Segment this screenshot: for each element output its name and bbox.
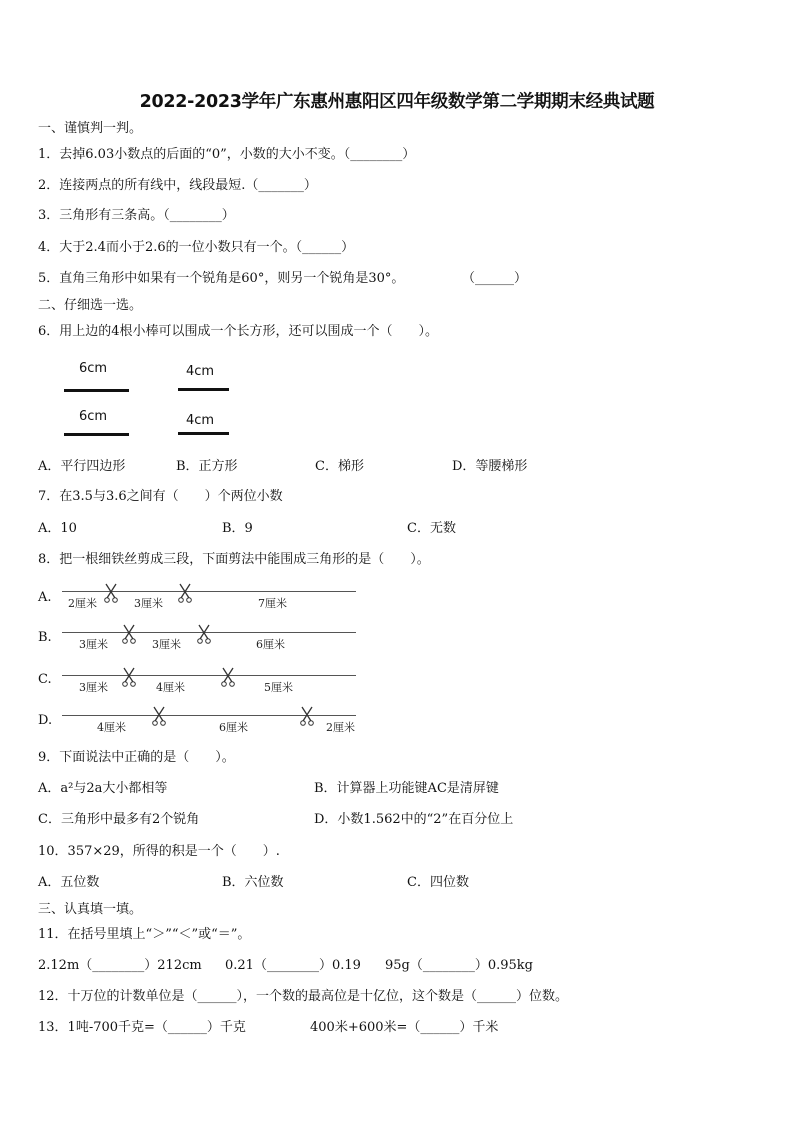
option-6d[interactable]: D．等腰梯形 <box>452 459 528 474</box>
segment-label: 3厘米 <box>79 638 108 651</box>
segment-label: 3厘米 <box>79 681 108 694</box>
segment-label: 2厘米 <box>68 597 97 610</box>
scissors-icon <box>299 706 315 726</box>
option-8c-label[interactable]: C. <box>38 672 52 687</box>
option-6a[interactable]: A．平行四边形 <box>38 459 126 474</box>
segment-label: 3厘米 <box>152 638 181 651</box>
option-7a[interactable]: A．10 <box>38 521 77 536</box>
option-9a[interactable]: A．a²与2a大小都相等 <box>38 781 168 796</box>
question-2: 2．连接两点的所有线中，线段最短.（_______） <box>38 178 317 193</box>
section-2-heading: 二、仔细选一选。 <box>38 298 143 313</box>
option-8d-label[interactable]: D. <box>38 713 53 728</box>
scissors-icon <box>196 624 212 644</box>
stick <box>178 388 229 391</box>
stick-label: 6cm <box>79 361 108 376</box>
option-7b[interactable]: B．9 <box>222 521 253 536</box>
stick-label: 4cm <box>186 364 215 379</box>
question-1: 1．去掉6.03小数点的后面的“0”，小数的大小不变。（________） <box>38 147 416 162</box>
option-9b[interactable]: B．计算器上功能键AC是清屏键 <box>314 781 499 796</box>
option-8a-label[interactable]: A. <box>38 590 52 605</box>
question-12: 12．十万位的计数单位是（______），一个数的最高位是十亿位，这个数是（______）位数。 <box>38 989 569 1004</box>
stick <box>64 389 129 392</box>
question-3: 3．三角形有三条高。（________） <box>38 208 235 223</box>
question-5: 5．直角三角形中如果有一个锐角是60°，则另一个锐角是30°。 <box>38 271 405 286</box>
scissors-icon <box>177 583 193 603</box>
question-10: 10．357×29，所得的积是一个（ ）. <box>38 844 280 859</box>
section-3-heading: 三、认真填一填。 <box>38 902 143 917</box>
segment-label: 7厘米 <box>258 597 287 610</box>
option-8b-label[interactable]: B. <box>38 630 52 645</box>
segment-label: 4厘米 <box>97 721 126 734</box>
stick-label: 6cm <box>79 409 108 424</box>
question-13a: 13．1吨-700千克=（______）千克 <box>38 1020 246 1035</box>
question-5-blank[interactable]: （______） <box>462 271 528 286</box>
option-10a[interactable]: A．五位数 <box>38 875 100 890</box>
segment-label: 2厘米 <box>326 721 355 734</box>
compare-item[interactable]: 95g（________）0.95kg <box>385 958 534 973</box>
compare-item[interactable]: 2.12m（________）212cm <box>38 958 202 973</box>
scissors-icon <box>103 583 119 603</box>
compare-item[interactable]: 0.21（________）0.19 <box>225 958 361 973</box>
question-13b: 400米+600米=（______）千米 <box>310 1020 499 1035</box>
option-10c[interactable]: C．四位数 <box>407 875 469 890</box>
scissors-icon <box>220 667 236 687</box>
question-4: 4．大于2.4而小于2.6的一位小数只有一个。（______） <box>38 240 355 255</box>
question-11: 11．在括号里填上“＞”“＜”或“＝”。 <box>38 927 251 942</box>
segment-label: 4厘米 <box>156 681 185 694</box>
scissors-icon <box>121 624 137 644</box>
option-6b[interactable]: B．正方形 <box>176 459 238 474</box>
option-9c[interactable]: C．三角形中最多有2个锐角 <box>38 812 200 827</box>
segment-label: 6厘米 <box>219 721 248 734</box>
option-10b[interactable]: B．六位数 <box>222 875 284 890</box>
page-title: 2022-2023学年广东惠州惠阳区四年级数学第二学期期末经典试题 <box>139 92 655 112</box>
option-9d[interactable]: D．小数1.562中的“2”在百分位上 <box>314 812 514 827</box>
scissors-icon <box>121 667 137 687</box>
question-8: 8．把一根细铁丝剪成三段，下面剪法中能围成三角形的是（ ）。 <box>38 552 430 567</box>
segment-label: 3厘米 <box>134 597 163 610</box>
segment-label: 5厘米 <box>264 681 293 694</box>
stick <box>64 433 129 436</box>
question-7: 7．在3.5与3.6之间有（ ）个两位小数 <box>38 489 283 504</box>
scissors-icon <box>151 706 167 726</box>
segment-label: 6厘米 <box>256 638 285 651</box>
option-6c[interactable]: C．梯形 <box>315 459 364 474</box>
stick <box>178 432 229 435</box>
question-6: 6．用上边的4根小棒可以围成一个长方形，还可以围成一个（ ）。 <box>38 324 439 339</box>
stick-label: 4cm <box>186 413 215 428</box>
question-9: 9．下面说法中正确的是（ ）。 <box>38 750 235 765</box>
option-7c[interactable]: C．无数 <box>407 521 456 536</box>
wire-line <box>62 675 356 676</box>
section-1-heading: 一、谨慎判一判。 <box>38 121 143 136</box>
